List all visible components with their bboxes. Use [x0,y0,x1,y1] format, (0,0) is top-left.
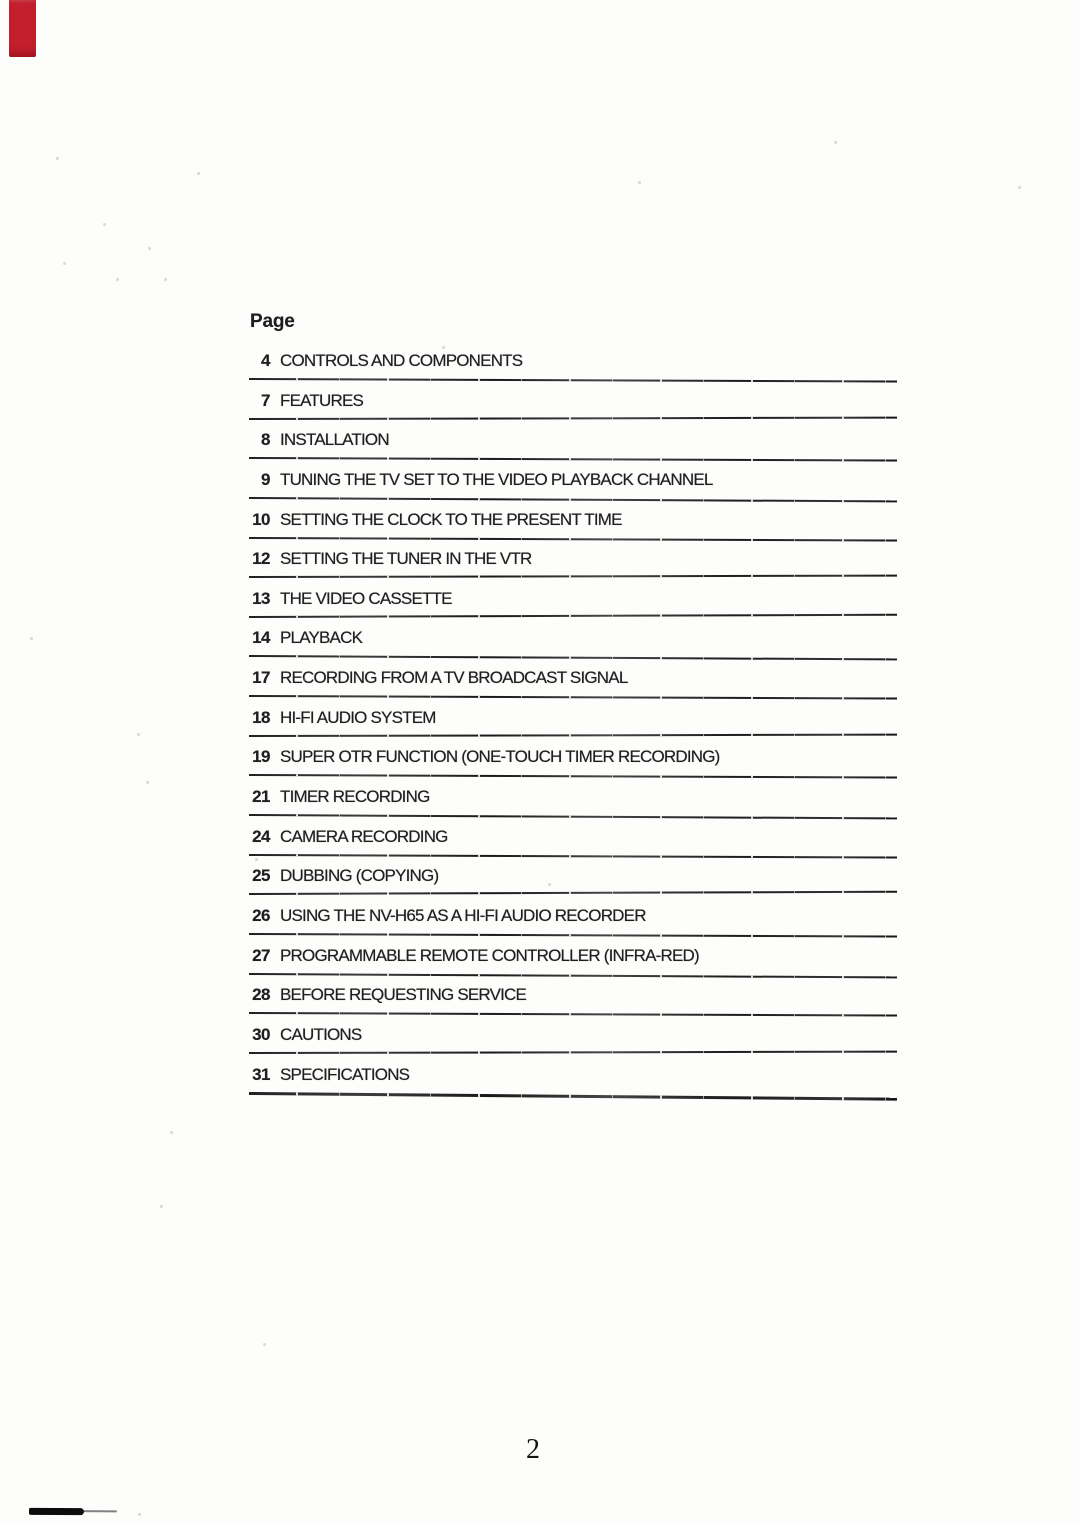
toc-entry-page-number: 9 [261,469,270,489]
toc-entry [249,935,897,975]
toc-entry [249,499,897,539]
toc-entry-title: CAUTIONS [280,1024,362,1044]
scan-speck [255,858,258,861]
toc-entry-page-number: 25 [252,866,270,886]
toc-entry [249,895,897,935]
scan-speck [1018,186,1021,189]
toc-entry-title: SPECIFICATIONS [280,1064,410,1084]
toc-entry-page-number: 8 [261,430,270,450]
page-column-label: Page [250,311,295,332]
toc-entry [249,776,897,816]
toc-entry-title: RECORDING FROM A TV BROADCAST SIGNAL [280,668,628,688]
toc-entry-title: PLAYBACK [280,628,363,648]
toc-entry-page-number: 4 [261,351,270,370]
toc-entry-title: SETTING THE CLOCK TO THE PRESENT TIME [280,509,622,529]
toc-entry [249,974,897,1014]
toc-entry [249,419,897,459]
scan-speck [303,678,306,681]
toc-entry-page-number: 24 [252,826,270,846]
toc-entry [249,578,897,618]
toc-entry [249,380,897,420]
scan-speck [263,1343,266,1346]
toc-entry [249,697,897,737]
toc-entry-page-number: 13 [252,588,270,608]
toc-entry-title: CONTROLS AND COMPONENTS [280,351,523,370]
scan-speck [146,781,149,784]
toc-entry-page-number: 27 [252,945,270,965]
toc-entry-title: BEFORE REQUESTING SERVICE [280,985,527,1005]
page-number: 2 [526,1434,540,1465]
scan-speck [160,1205,163,1208]
toc-entry [249,657,897,697]
scan-speck [834,141,837,144]
toc-entry-page-number: 18 [252,707,270,727]
toc-entry-title: DUBBING (COPYING) [280,866,439,886]
scan-speck [170,1131,173,1134]
scan-speck [63,262,66,265]
toc-entry-title: CAMERA RECORDING [280,826,448,846]
toc-entry-page-number: 10 [252,509,270,529]
scan-speck [137,733,140,736]
toc-entry-title: PROGRAMMABLE REMOTE CONTROLLER (INFRA-RED) [280,945,699,965]
registration-dash [29,1508,84,1515]
scan-speck [548,883,551,886]
toc-entry [249,1014,897,1054]
scan-speck [138,1513,141,1516]
toc-entry-title: THE VIDEO CASSETTE [280,588,452,608]
toc-entry-page-number: 28 [252,985,270,1005]
toc-entry [249,459,897,499]
scan-speck [148,247,151,250]
scan-speck [638,181,641,184]
toc-entry [249,1054,897,1094]
toc-entry-title: FEATURES [280,390,364,410]
toc-entry-title: TIMER RECORDING [280,787,430,807]
toc-entry-page-number: 7 [261,390,270,410]
toc-entry-page-number: 14 [252,628,270,648]
toc-entry-title: TUNING THE TV SET TO THE VIDEO PLAYBACK CHANNEL [280,469,713,489]
scan-speck [197,172,200,175]
scan-speck [442,346,445,349]
scan-speck [103,223,106,226]
scan-speck [164,278,167,281]
red-edge-mark [9,0,36,57]
toc-entry-page-number: 30 [252,1024,270,1044]
scan-speck [56,157,59,160]
toc-entry [249,855,897,895]
toc-entry [249,617,897,657]
toc-entry-rule [249,1092,897,1100]
toc-entry-page-number: 21 [252,787,270,807]
toc-entry [249,340,897,380]
toc-entry-page-number: 19 [252,747,270,767]
toc-entry [249,816,897,856]
table-of-contents [249,340,897,1093]
toc-entry-page-number: 12 [252,549,270,569]
toc-entry-title: SUPER OTR FUNCTION (ONE-TOUCH TIMER RECORDING) [280,747,720,767]
toc-entry-title: HI-FI AUDIO SYSTEM [280,707,436,727]
toc-entry-page-number: 26 [252,905,270,925]
toc-entry-page-number: 17 [252,668,270,688]
scan-speck [116,278,119,281]
toc-entry-page-number: 31 [252,1064,270,1084]
toc-entry [249,538,897,578]
toc-entry-title: INSTALLATION [280,430,389,450]
toc-entry-title: SETTING THE TUNER IN THE VTR [280,549,532,569]
scan-speck [30,637,33,640]
toc-entry [249,736,897,776]
toc-entry-title: USING THE NV-H65 AS A HI-FI AUDIO RECORDER [280,905,646,925]
